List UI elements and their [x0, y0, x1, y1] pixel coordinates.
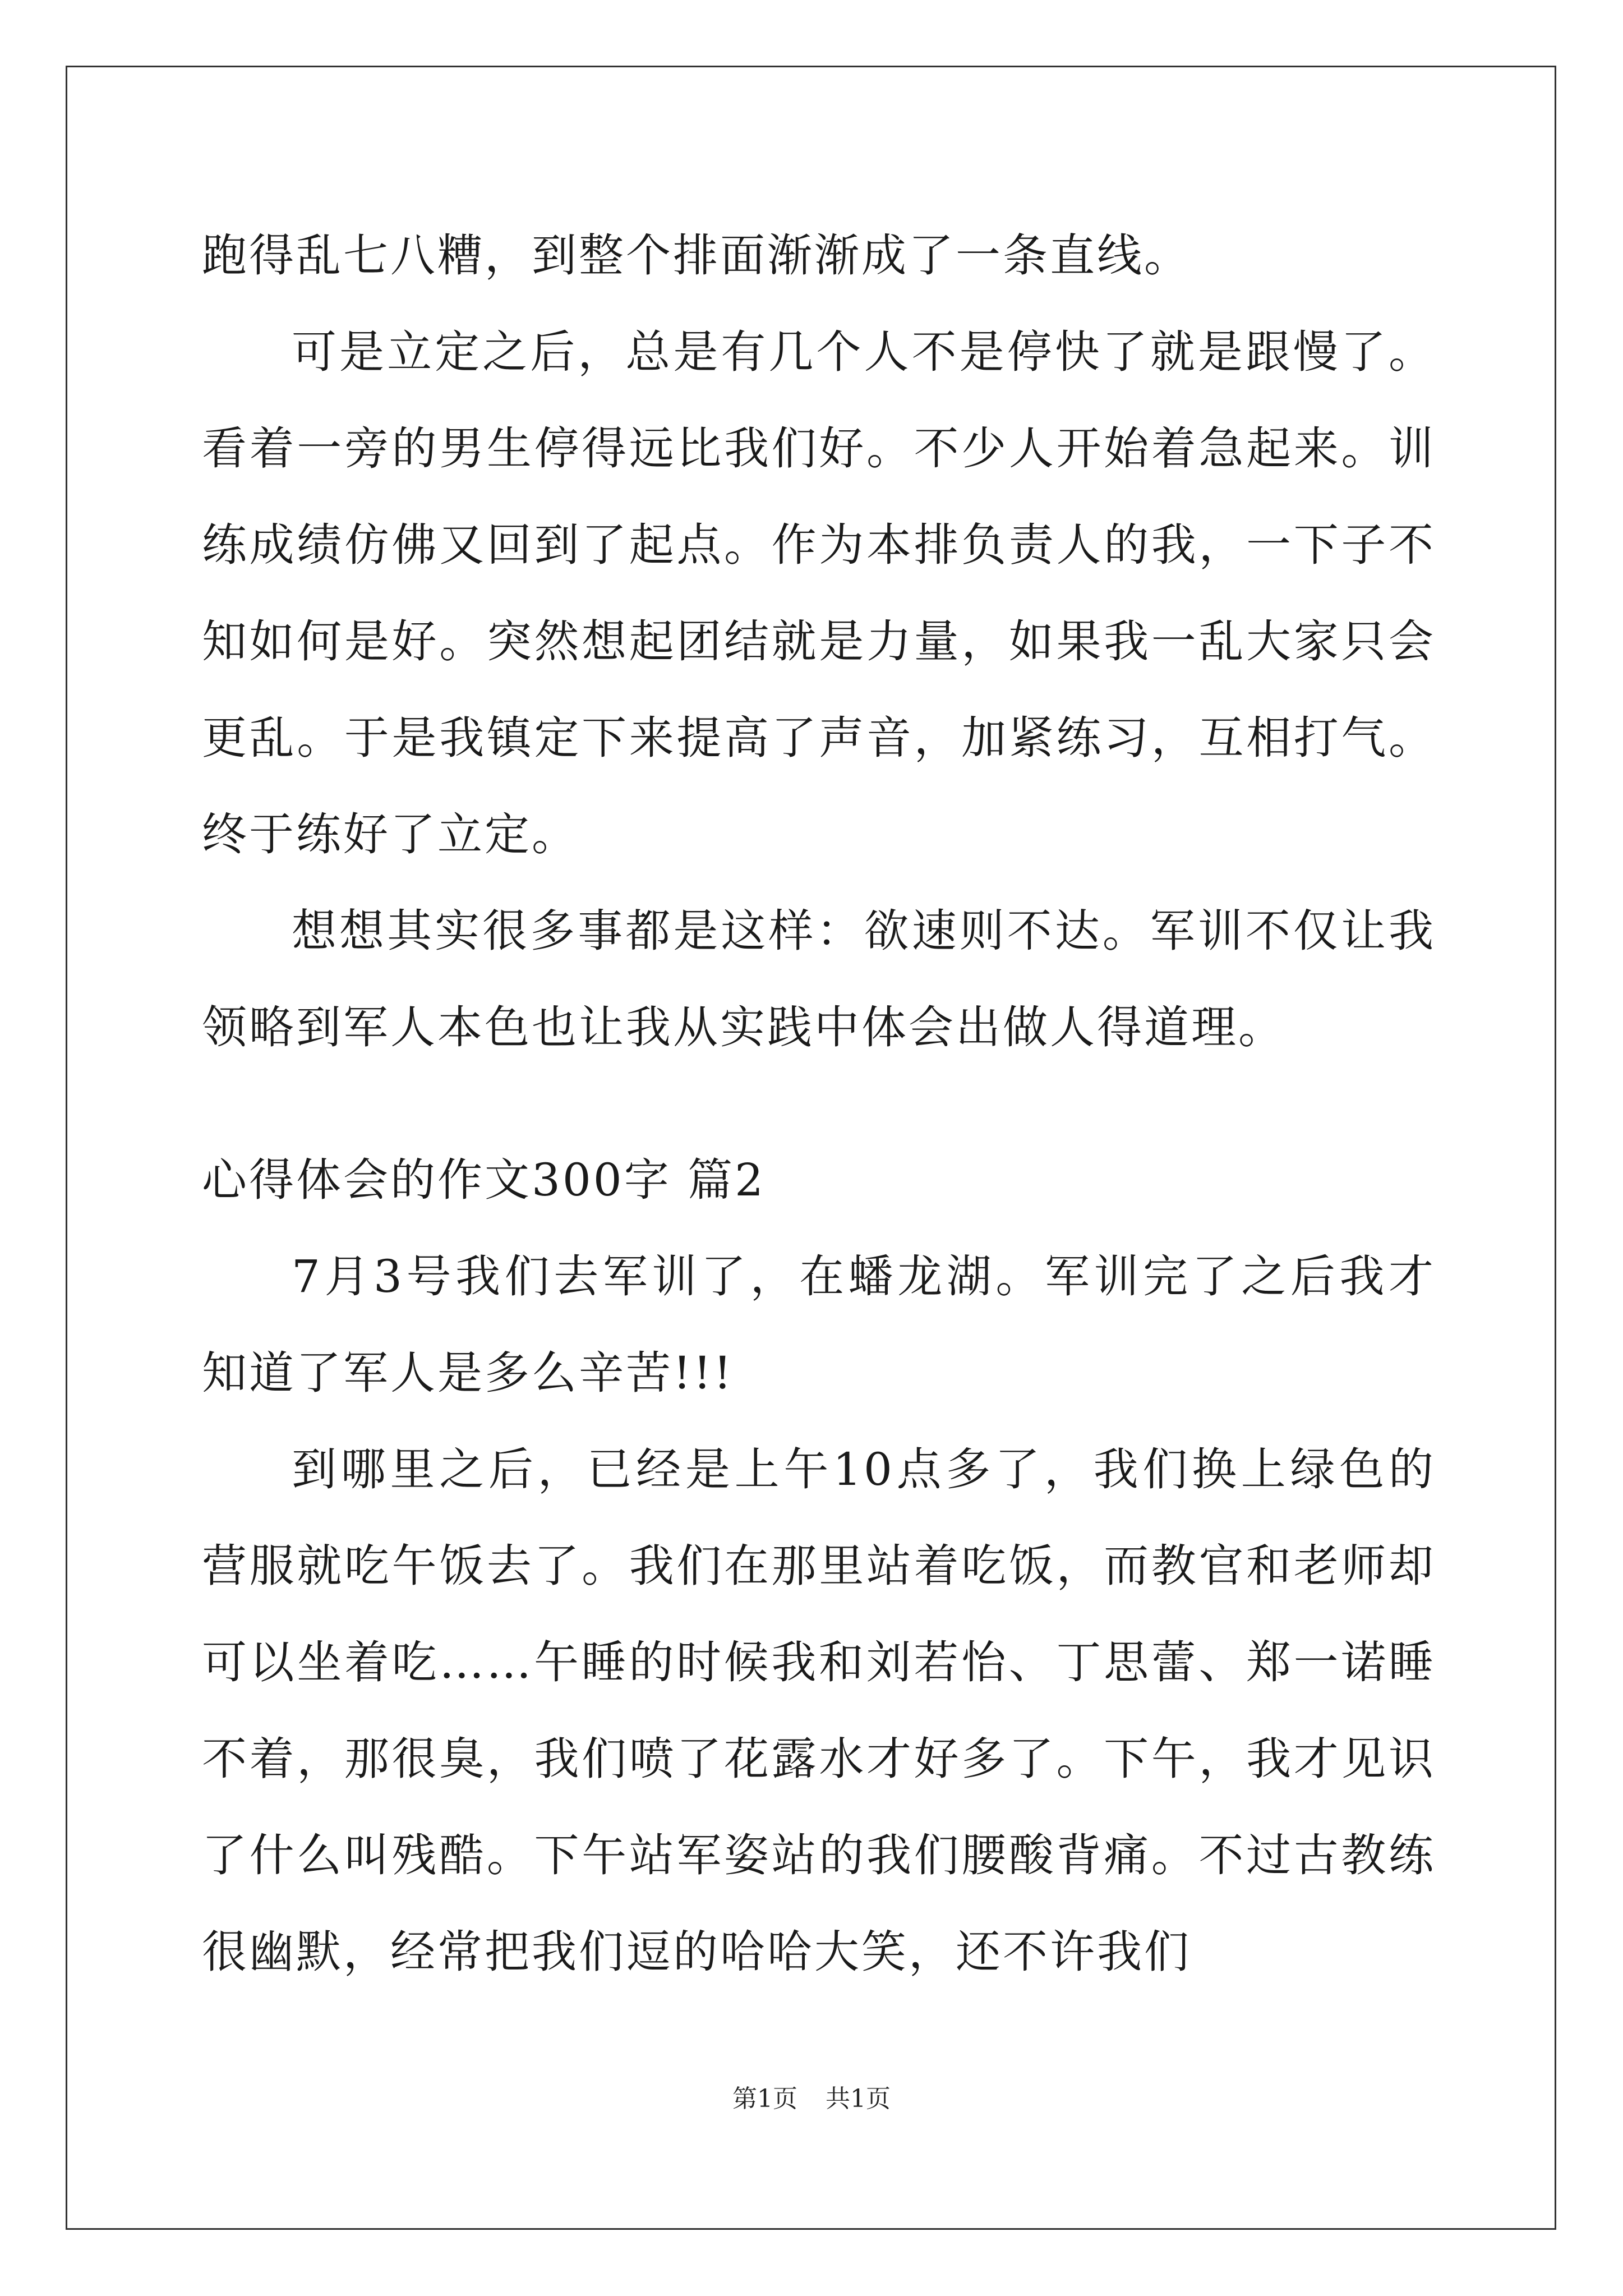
document-body: [202, 208, 1436, 2000]
paragraph: 可是立定之后，总是有几个人不是停快了就是跟慢了。看着一旁的男生停得远比我们好。不少人开始着急起来。训练成绩仿佛又回到了起点。作为本排负责人的我，一下子不知如何是好。突然想起团结就是力量，如果我一乱大家只会更乱。于是我镇定下来提高了声音，加紧练习，互相打气。终于练好了立定。: [202, 326, 1436, 861]
paragraph: 想想其实很多事都是这样：欲速则不达。军训不仅让我领略到军人本色也让我从实践中体会出做人得道理。: [202, 905, 1436, 1053]
paragraph: 7月3号我们去军训了，在蟠龙湖。军训完了之后我才知道了军人是多么辛苦!!!: [202, 1250, 1436, 1399]
section-heading: 心得体会的作文300字 篇2: [202, 1154, 766, 1206]
paragraph: 跑得乱七八糟，到整个排面渐渐成了一条直线。: [202, 229, 1191, 282]
section-gap: [202, 1076, 1436, 1132]
page-footer: [0, 2078, 1623, 2114]
page-number-total: 共1页: [826, 2085, 891, 2113]
page-number-current: 第1页: [732, 2085, 797, 2113]
paragraph: 到哪里之后，已经是上午10点多了，我们换上绿色的营服就吃午饭去了。我们在那里站着吃饭，而教官和老师却可以坐着吃……午睡的时候我和刘若怡、丁思蕾、郑一诺睡不着，那很臭，我们喷了花露水才好多了。下午，我才见识了什么叫残酷。下午站军姿站的我们腰酸背痛。不过古教练很幽默，经常把我们逗的哈哈大笑，还不许我们: [202, 1443, 1436, 1978]
